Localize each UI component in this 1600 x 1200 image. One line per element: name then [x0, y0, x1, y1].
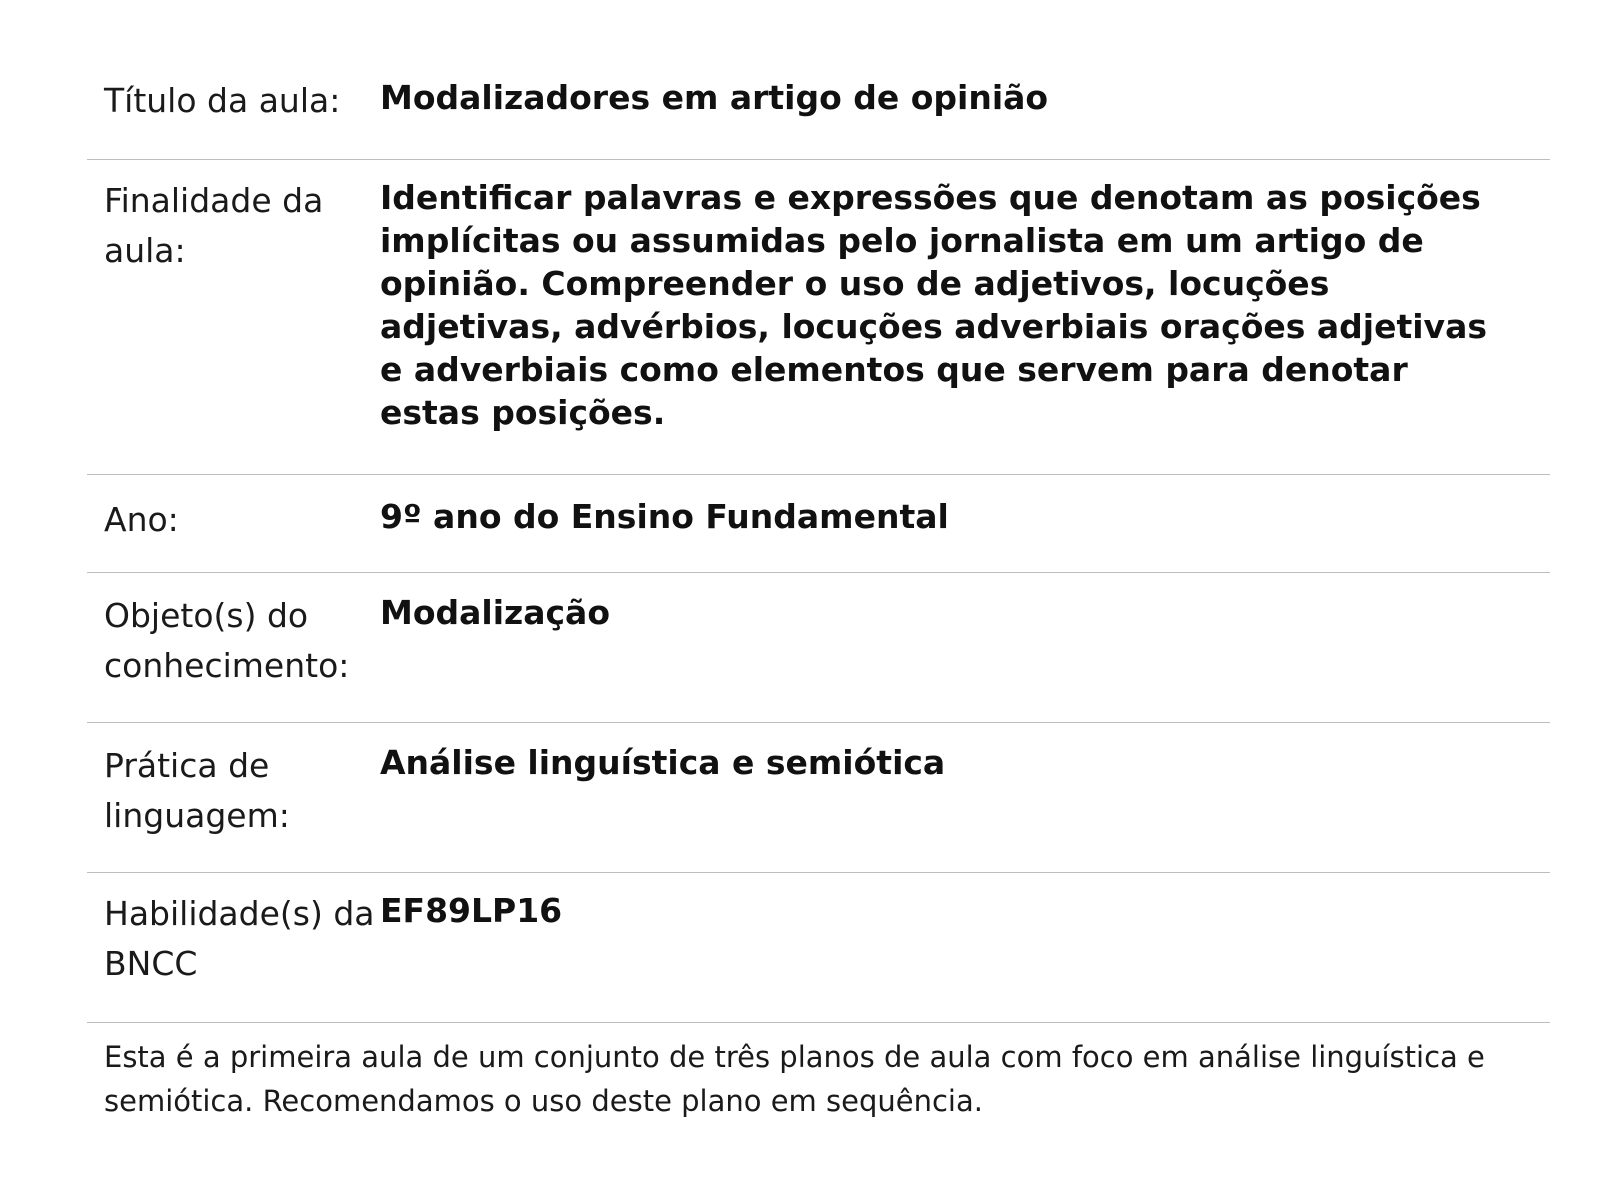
row-finalidade	[87, 160, 1550, 475]
row-ano	[87, 475, 1550, 573]
row-value: Modalizadores em artigo de opinião	[380, 78, 1049, 117]
row-value: Análise linguística e semiótica	[380, 743, 946, 782]
row-value: Modalização	[380, 593, 611, 632]
row-value: EF89LP16	[380, 891, 563, 930]
row-pratica	[87, 723, 1550, 873]
row-value: Identificar palavras e expressões que denotam as posições implícitas ou assumidas pelo jornalista em um artigo de opinião. Compreender o uso de adjetivos, locuções adjetivas, advérbios, locuções adverbiais orações adjetivas e adverbiais como elementos que servem para denotar estas posições.	[380, 178, 1487, 432]
row-label: Finalidade da aula:	[104, 181, 324, 270]
row-label: Prática de linguagem:	[104, 746, 290, 835]
row-titulo	[87, 60, 1550, 160]
row-habilidade	[87, 873, 1550, 1023]
row-value: 9º ano do Ensino Fundamental	[380, 497, 949, 536]
lesson-plan-table	[87, 60, 1550, 1123]
row-label: Ano:	[104, 500, 179, 539]
row-label: Título da aula:	[104, 81, 341, 120]
row-objeto	[87, 573, 1550, 723]
row-label: Objeto(s) do conhecimento:	[104, 596, 350, 685]
footnote: Esta é a primeira aula de um conjunto de três planos de aula com foco em análise linguística e semiótica. Recomendamos o uso deste plano em sequência.	[104, 1040, 1485, 1118]
row-label: Habilidade(s) da BNCC	[104, 894, 375, 983]
